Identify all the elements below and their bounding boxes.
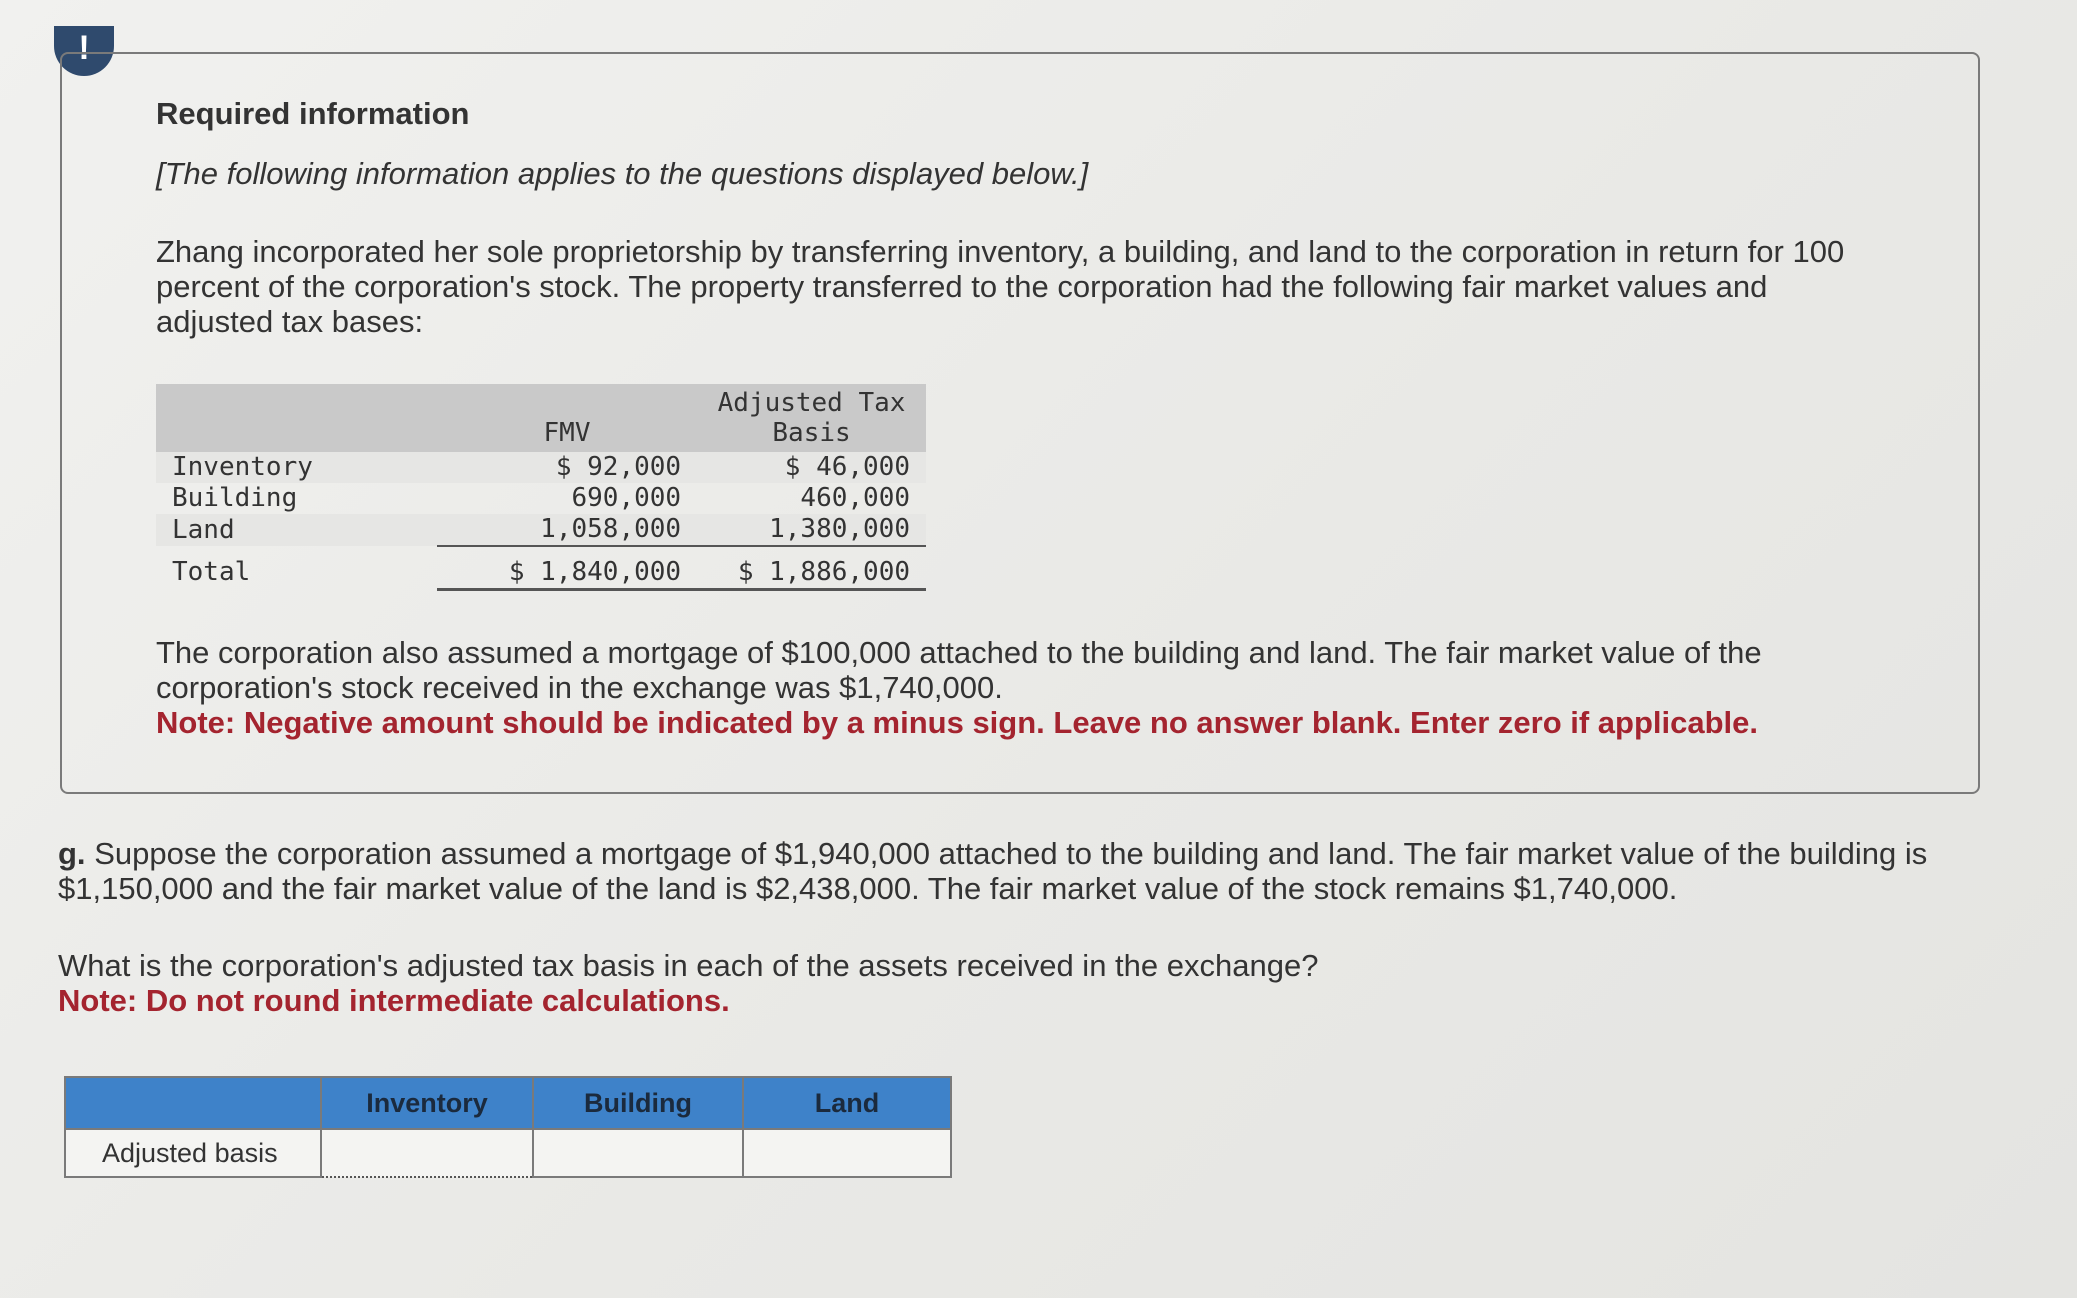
building-cell (533, 1129, 743, 1177)
total-label: Total (172, 557, 251, 588)
building-basis-input[interactable] (534, 1130, 742, 1176)
question-text: Suppose the corporation assumed a mortgage of $1,940,000 attached to the building and land. The fair market value of the building is $1,150,000 and the fair market value of the land is $2,438,000. The fair market value of the stock remains $1,740,000. (58, 836, 1928, 906)
row-label: Inventory (156, 452, 437, 483)
answer-header-land: Land (743, 1077, 951, 1129)
property-table-header (156, 384, 926, 452)
row-basis: 460,000 (800, 483, 910, 513)
property-table (156, 384, 926, 591)
mortgage-text: The corporation also assumed a mortgage of $100,000 attached to the building and land. The fair market value of the corporation's stock received in the exchange was $1,740,000. (156, 635, 1762, 705)
inventory-basis-input[interactable] (322, 1130, 532, 1176)
question-label: g. (58, 836, 86, 871)
row-label: Building (172, 483, 298, 513)
total-fmv: $ 1,840,000 (437, 546, 697, 590)
row-fmv: 1,058,000 (437, 514, 697, 546)
land-basis-input[interactable] (744, 1130, 950, 1176)
question-prompt-block (58, 948, 1988, 1018)
required-info-title: Required information (156, 96, 470, 131)
alert-icon: ! (54, 26, 114, 76)
total-basis: $ 1,886,000 (697, 546, 926, 590)
total-row (156, 546, 926, 590)
land-cell (743, 1129, 951, 1177)
answer-header-inventory: Inventory (321, 1077, 533, 1129)
header-basis: Adjusted Tax Basis (697, 384, 926, 452)
header-fmv: FMV (437, 384, 697, 452)
rounding-note: Note: Do not round intermediate calculations. (58, 983, 730, 1018)
answer-table (64, 1076, 952, 1178)
row-label: Land (156, 514, 437, 546)
table-row (156, 452, 926, 483)
mortgage-paragraph (156, 635, 1876, 740)
header-blank (156, 384, 437, 452)
table-row (156, 483, 926, 514)
negative-amount-note: Note: Negative amount should be indicated by a minus sign. Leave no answer blank. Enter zero if applicable. (156, 705, 1759, 740)
question-g (58, 836, 1988, 906)
scenario-paragraph: Zhang incorporated her sole proprietorship by transferring inventory, a building, and land to the corporation in return for 100 percent of the corporation's stock. The property transferred to the corporation had the following fair market values and adjusted tax bases: (156, 234, 1845, 339)
required-info-subtitle: [The following information applies to the questions displayed below.] (156, 156, 1089, 191)
question-prompt: What is the corporation's adjusted tax basis in each of the assets received in the exchange? (58, 948, 1319, 983)
row-basis: 1,380,000 (697, 514, 926, 546)
row-fmv: 690,000 (571, 483, 682, 513)
adjusted-basis-label: Adjusted basis (65, 1129, 321, 1177)
answer-header-building: Building (533, 1077, 743, 1129)
row-basis: $ 46,000 (697, 452, 926, 483)
row-fmv: $ 92,000 (437, 452, 697, 483)
adjusted-basis-row (65, 1129, 951, 1177)
answer-header-blank (65, 1077, 321, 1129)
table-row (156, 514, 926, 546)
inventory-cell (321, 1129, 533, 1177)
answer-table-header (65, 1077, 951, 1129)
